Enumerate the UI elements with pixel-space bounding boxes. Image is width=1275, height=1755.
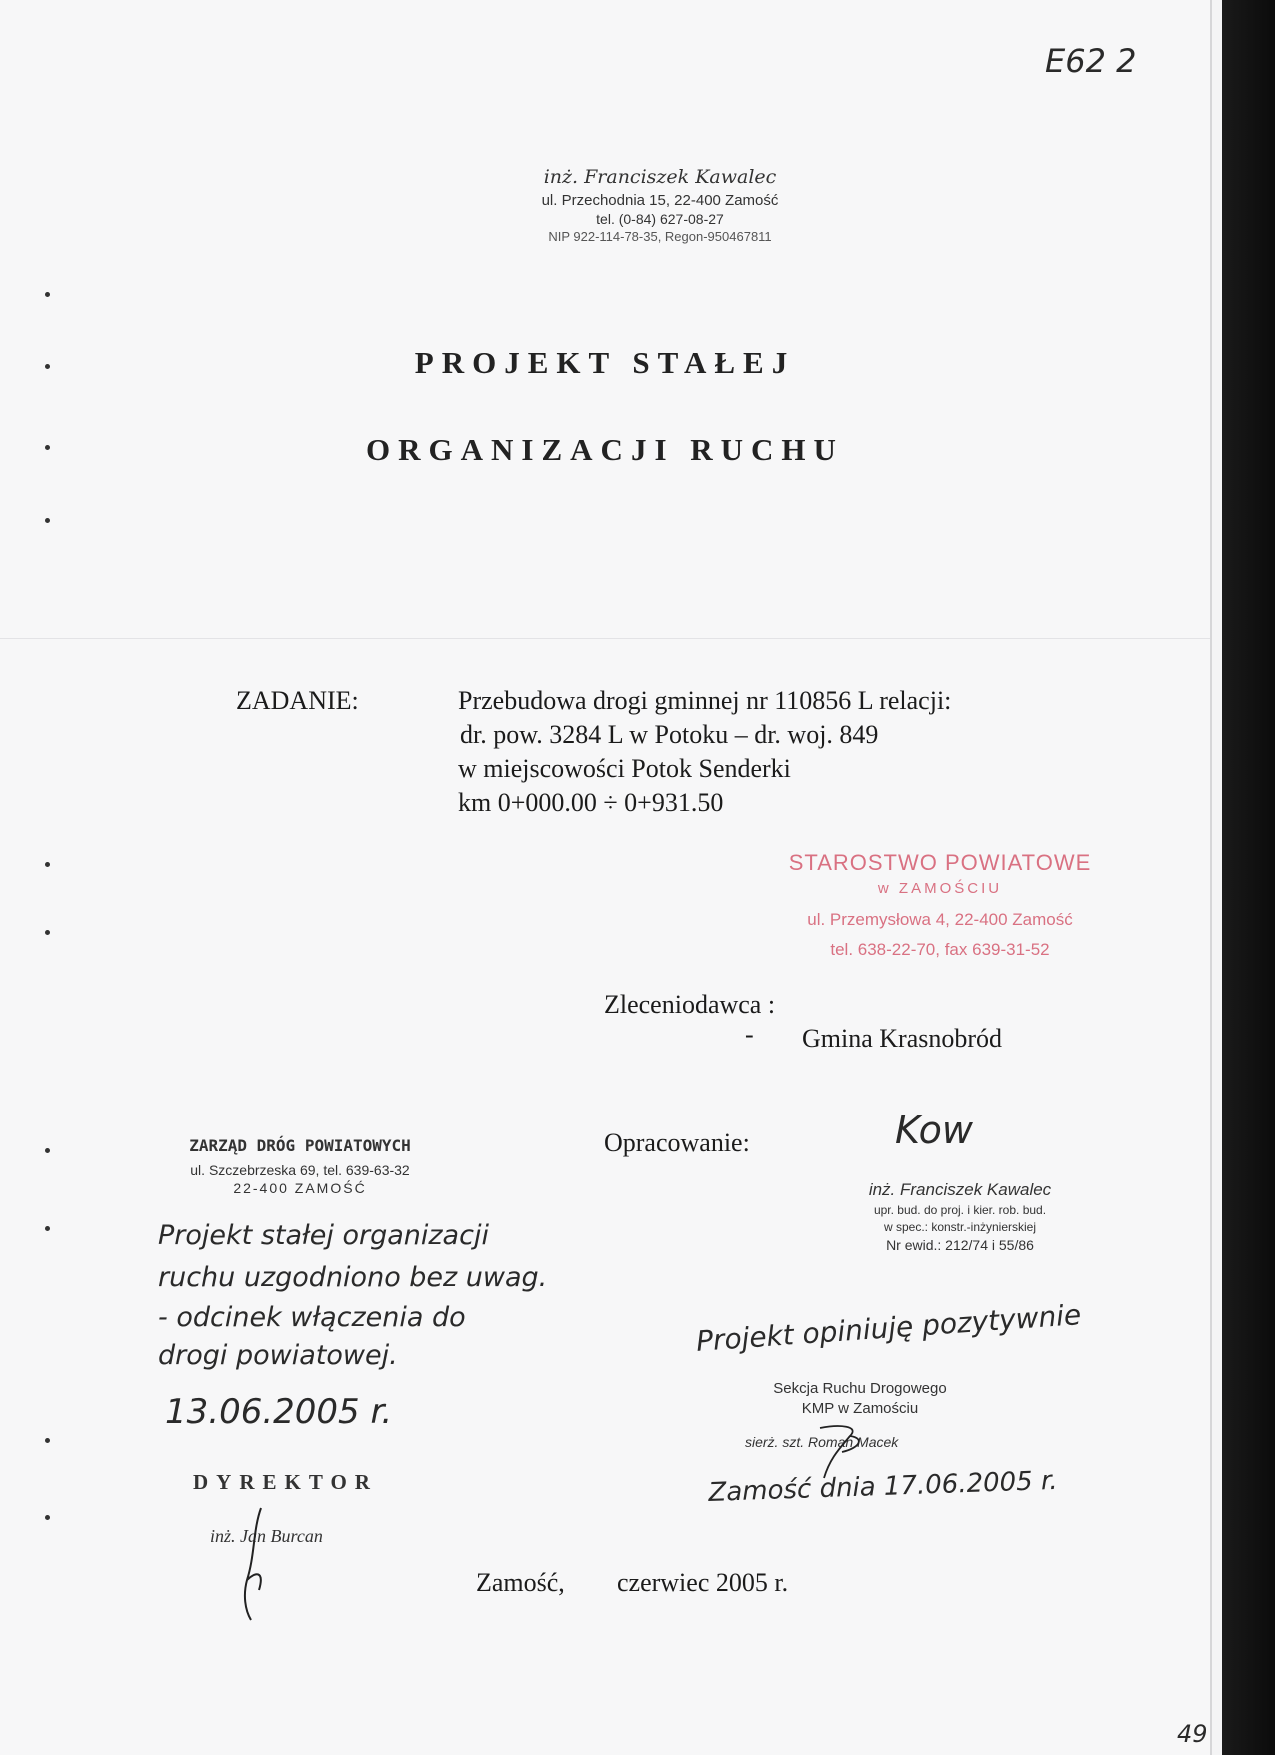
title-line-1: PROJEKT STAŁEJ (414, 345, 796, 380)
prepared-qualification: upr. bud. do proj. i kier. rob. bud. (873, 1203, 1047, 1217)
prepared-specialty: w spec.: konstr.-inżynierskiej (883, 1220, 1037, 1234)
starostwo-stamp-phone: tel. 638-22-70, fax 639-31-52 (830, 940, 1050, 959)
footer-place: Zamość, (476, 1568, 565, 1597)
starostwo-stamp-title: STAROSTWO POWIATOWE (788, 850, 1092, 875)
task-line: km 0+000.00 ÷ 0+931.50 (458, 788, 724, 817)
zdp-note-line: - odcinek włączenia do (158, 1302, 466, 1333)
prepared-name: inż. Franciszek Kawalec (868, 1180, 1052, 1199)
task-line: dr. pow. 3284 L w Potoku – dr. woj. 849 (460, 720, 879, 749)
zdp-director-role: DYREKTOR (193, 1470, 378, 1494)
police-unit-city: KMP w Zamościu (801, 1400, 919, 1417)
police-unit: Sekcja Ruchu Drogowego (773, 1380, 947, 1397)
task-line: w miejscowości Potok Senderki (458, 754, 791, 783)
prepared-label: Opracowanie: (604, 1128, 750, 1157)
zdp-director-signature (225, 1500, 285, 1625)
task-line: Przebudowa drogi gminnej nr 110856 L relacji: (458, 686, 952, 715)
zdp-note-date: 13.06.2005 r. (165, 1392, 393, 1432)
binder-hole (45, 1226, 50, 1231)
corner-code: E62 2 (1045, 42, 1137, 80)
page-number: 49 (1177, 1720, 1208, 1748)
zdp-stamp-address: ul. Szczebrzeska 69, tel. 639-63-32 (190, 1162, 410, 1178)
header-address: ul. Przechodnia 15, 22-400 Zamość (541, 192, 779, 209)
police-handwritten-opinion: Projekt opiniuję pozytywnie (695, 1298, 1083, 1358)
zdp-note-line: Projekt stałej organizacji (158, 1220, 489, 1251)
binder-hole (45, 1438, 50, 1443)
starostwo-stamp-address: ul. Przemysłowa 4, 22-400 Zamość (807, 910, 1073, 929)
task-label: ZADANIE: (236, 686, 359, 715)
fold-line (0, 638, 1210, 639)
header-ids: NIP 922-114-78-35, Regon-950467811 (548, 229, 772, 244)
header-name: inż. Franciszek Kawalec (543, 166, 777, 188)
zdp-stamp-city: 22-400 ZAMOŚĆ (233, 1180, 367, 1196)
zdp-note-line: ruchu uzgodniono bez uwag. (158, 1262, 548, 1293)
binder-hole (45, 1148, 50, 1153)
client-dash: - (745, 1020, 754, 1049)
police-date-note: Zamość dnia 17.06.2005 r. (708, 1465, 1059, 1508)
binder-hole (45, 518, 50, 523)
binder-hole (45, 862, 50, 867)
binder-hole (45, 930, 50, 935)
title-line-2: ORGANIZACJI RUCHU (366, 432, 844, 467)
binder-hole (45, 292, 50, 297)
footer-date: czerwiec 2005 r. (617, 1568, 789, 1597)
header-phone: tel. (0-84) 627-08-27 (596, 211, 724, 227)
prepared-signature: Kow (895, 1108, 973, 1152)
client-name: Gmina Krasnobród (802, 1024, 1003, 1053)
binder-hole (45, 1515, 50, 1520)
prepared-registration: Nr ewid.: 212/74 i 55/86 (886, 1237, 1034, 1253)
zdp-director-name: inż. Jan Burcan (210, 1526, 323, 1546)
zdp-note-line: drogi powiatowej. (158, 1340, 398, 1371)
client-label: Zleceniodawca : (604, 990, 776, 1019)
scan-edge (1222, 0, 1275, 1755)
starostwo-stamp-city: w ZAMOŚCIU (877, 880, 1003, 897)
police-officer: sierż. szt. Roman Macek (745, 1434, 899, 1450)
zdp-stamp-title: ZARZĄD DRÓG POWIATOWYCH (189, 1136, 411, 1155)
